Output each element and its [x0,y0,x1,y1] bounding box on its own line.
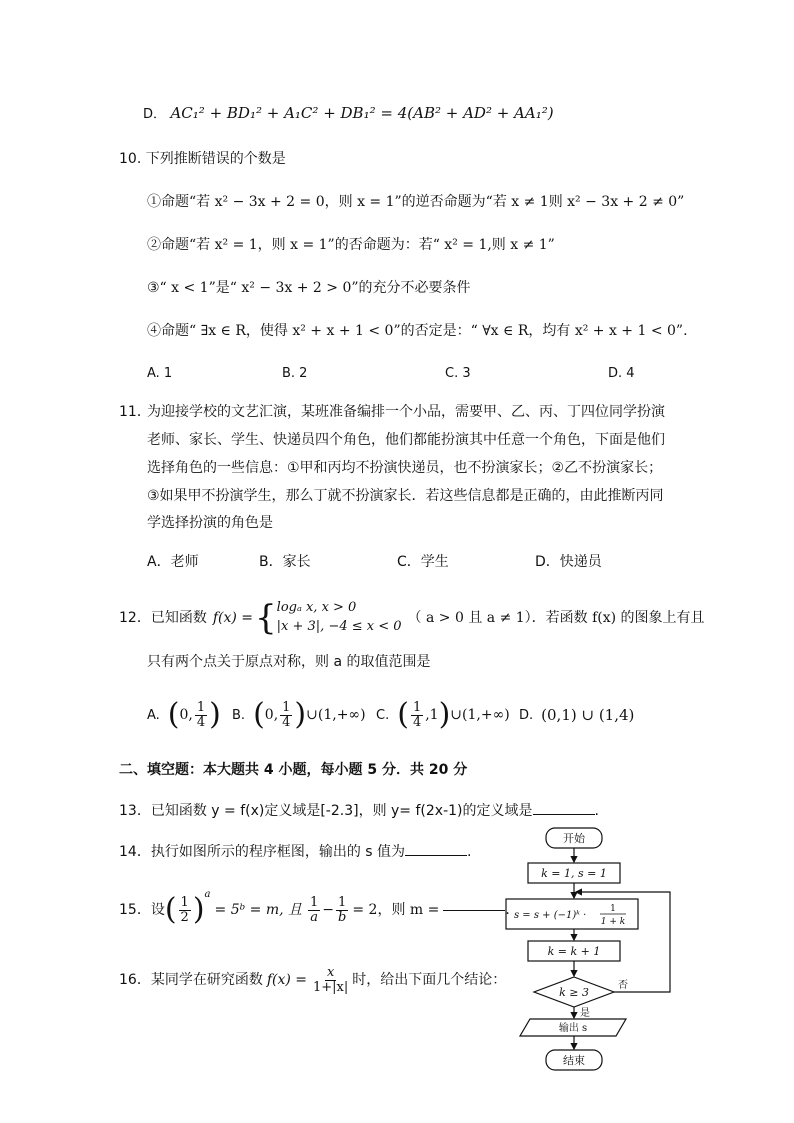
q11-line-1: 为迎接学校的文艺汇演，某班准备编排一个小品，需要甲、乙、丙、丁四位同学扮演 [147,404,665,420]
flow-frac-den: 1 + k [600,917,626,927]
q10-item-1: ①命题“若 x² − 3x + 2 = 0，则 x = 1”的逆否命题为“若 x ≠ 1则 x² − 3x + 2 ≠ 0” [147,194,685,210]
question-number: 15． [119,902,151,918]
q12-option-d: D. (0,1) ∪ (1,4) [519,706,635,724]
question-13: 13．已知函数 y = f(x)定义域是[-2.3]，则 y= f(2x-1)的定义域是 . [119,803,599,819]
option-label: A. [147,707,160,723]
q10-item-4: ④命题“ ∃x ∈ R，使得 x² + x + 1 < 0”的否定是：“ ∀x ∈ R，均有 x² + x + 1 < 0”. [147,323,688,339]
q11-option-c: C．学生 [397,554,449,570]
q15-mid: = 5ᵇ = m, 且 [214,902,303,918]
formula: AC₁² + BD₁² + A₁C² + DB₁² = 4(AB² + AD² + AA₁²) [170,104,554,122]
q11-option-d: D．快递员 [535,554,602,570]
question-number: 13． [119,803,151,819]
option-label: B. [232,707,246,723]
flow-init-label: k = 1, s = 1 [541,867,607,880]
flow-no-label: 否 [618,980,628,991]
fraction: $\frac{1}{4}$ [412,699,422,730]
fraction: $\frac{1}{4}$ [196,699,206,730]
q12-lead: 已知函数 [150,610,207,626]
flow-frac-num: 1 [610,904,616,914]
q12-option-c: C. ( $\frac{1}{4}$ ,1 ) ∪(1,+∞) [376,697,510,732]
q12-line-2: 只有两个点关于原点对称，则 a 的取值范围是 [147,654,431,670]
question-number: 12． [119,610,151,626]
fraction: $\frac{1}{a}$ [310,894,319,925]
flow-update-k-label: k = k + 1 [547,945,601,958]
q10-item-2: ②命题“若 x² = 1，则 x = 1”的否命题为：若“ x² = 1,则 x ≠ 1” [147,237,555,253]
q11-option-a: A．老师 [147,554,199,570]
question-12-stem [119,598,705,638]
option-d-top [143,106,554,121]
q11-option-b: B．家长 [259,554,311,570]
answer-blank[interactable] [443,909,505,911]
option-label: D. [519,707,534,723]
flow-end-label: 结束 [563,1054,585,1067]
q11-line-4: ③如果甲不扮演学生，那么丁就不扮演家长．若这些信息都是正确的，由此推断丙同 [147,488,664,504]
q12-option-b: B. ( 0, $\frac{1}{4}$ ) ∪(1,+∞) [232,697,366,732]
q16-fx: f(x) = [266,972,308,988]
option-label: D． [143,107,167,122]
q10-item-3: ③“ x < 1”是“ x² − 3x + 2 > 0”的充分不必要条件 [147,280,471,296]
q15-eq: = 2，则 m = [352,902,440,918]
left-brace: { [255,598,277,638]
question-10-stem [119,152,286,166]
q10-option-c: C. 3 [445,366,471,381]
q12-fx: f(x) = [212,610,254,626]
q10-option-b: B. 2 [282,366,308,381]
q12-case-1: logₐ x, x > 0 [276,600,357,616]
q11-line-5: 学选择扮演的角色是 [147,515,273,531]
q13-text: 已知函数 y = f(x)定义域是[-2.3]，则 y= f(2x-1)的定义域是 [150,803,533,819]
q12-case-2: |x + 3|, −4 ≤ x < 0 [276,619,402,634]
flow-start-label: 开始 [563,832,585,845]
question-text: 下列推断错误的个数是 [145,151,286,167]
flow-update-s-label: s = s + (−1)ᵏ · [514,910,587,921]
q16-tail: 时，给出下面几个结论： [352,972,507,988]
fraction: $\frac{1}{b}$ [338,894,347,925]
flow-decision-label: k ≥ 3 [559,986,589,999]
answer-blank[interactable] [533,813,595,815]
q12-condition: （ a > 0 且 a ≠ 1）．若函数 f(x) 的图象上有且 [407,610,705,626]
fraction: $\frac{1}{2}$ [180,894,189,925]
option-label: C. [376,707,390,723]
question-11-number: 11． [119,404,151,420]
q12-cases [277,599,402,637]
flow-output-label: 输出 s [558,1023,588,1034]
q10-option-d: D. 4 [608,366,635,381]
question-number: 10. [119,151,142,167]
q14-text: 执行如图所示的程序框图，输出的 s 值为 [150,844,406,860]
question-16 [119,960,506,1000]
question-14: 14．执行如图所示的程序框图，输出的 s 值为 . [119,844,472,860]
flow-yes-label: 是 [580,1008,590,1019]
q12-option-a: A. ( 0, $\frac{1}{4}$ ) [147,697,221,732]
q11-line-2: 老师、家长、学生、快递员四个角色，他们都能扮演其中任意一个角色，下面是他们 [147,432,665,448]
q16-lead: 某同学在研究函数 [150,972,263,988]
section-2-title: 二、填空题：本大题共 4 小题，每小题 5 分．共 20 分 [119,762,468,778]
q10-option-a: A. 1 [147,366,173,381]
q11-line-3: 选择角色的一些信息：①甲和丙均不扮演快递员，也不扮演家长；②乙不扮演家长； [147,460,663,476]
question-15: 15． 设 ( $\frac{1}{2}$ ) a = 5ᵇ = m, 且 $\frac{1}{a}$ − $\frac{1}{b}$ = 2，则 m = . [119,889,510,927]
answer-blank[interactable] [405,854,467,856]
fraction: $\frac{1}{4}$ [282,699,291,730]
q15-lead: 设 [150,902,165,918]
fraction: $\frac{x}{1+|x|}$ [313,964,349,995]
question-number: 14． [119,844,151,860]
program-flowchart [500,822,680,1074]
question-number: 16． [119,972,151,988]
